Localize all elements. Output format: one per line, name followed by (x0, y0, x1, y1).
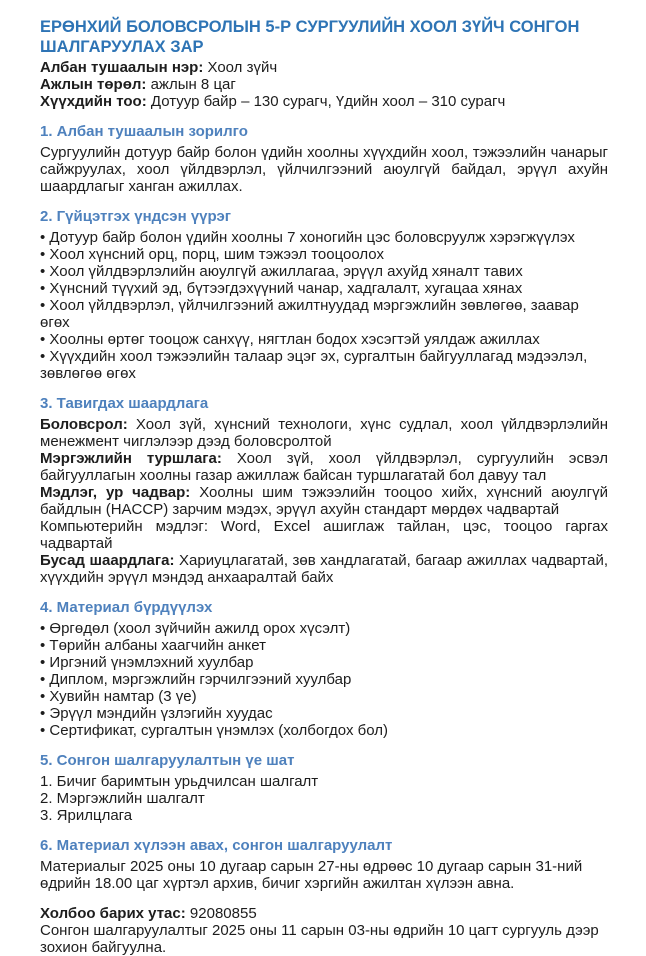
section-purpose-heading: 1. Албан тушаалын зорилго (40, 123, 248, 140)
field-label: Хүүхдийн тоо: (40, 93, 147, 110)
requirement-text: Компьютерийн мэдлэг: Word, Excel ашиглаж тайлан, цэс, тооцоо гаргах чадвартай (40, 518, 608, 552)
duty-item: • Хүнсний түүхий эд, бүтээгдэхүүний чанар, хадгалалт, хугацаа хянах (40, 280, 608, 297)
duty-item: • Хоол үйлдвэрлэлийн аюулгүй ажиллагаа, эрүүл ахуйд хяналт тавих (40, 263, 608, 280)
intro-field-work-type (40, 76, 608, 93)
requirement-label: Мэдлэг, ур чадвар: (40, 484, 191, 501)
document-item: • Диплом, мэргэжлийн гэрчилгээний хуулбар (40, 671, 608, 688)
duty-item: • Хоол хүнсний орц, порц, шим тэжээл тооцоолох (40, 246, 608, 263)
field-value: ажлын 8 цаг (146, 76, 236, 93)
section-requirements-heading: 3. Тавигдах шаардлага (40, 395, 209, 412)
requirement-text: Хариуцлагатай, зөв хандлагатай, багаар ажиллах чадвартай, хүүхдийн эрүүл мэндэд анхааралтай байх (40, 552, 609, 586)
field-label: Албан тушаалын нэр: (40, 59, 204, 76)
section-duties-heading: 2. Гүйцэтгэх үндсэн үүрэг (40, 208, 232, 225)
requirement-item-computer (40, 518, 608, 552)
page-title: ЕРӨНХИЙ БОЛОВСРОЛЫН 5-Р СУРГУУЛИЙН ХООЛ ЗҮЙЧ СОНГОН ШАЛГАРУУЛАХ ЗАР (40, 18, 580, 56)
duty-item: • Дотуур байр болон үдийн хоолны 7 хоногийн цэс боловсруулж хэрэгжүүлэх (40, 229, 608, 246)
requirement-text: Хоол зүй, хоол үйлдвэрлэл, сургуулийн эсвэл байгууллагын хоолны газар ажиллаж байсан туршлагатай бол давуу тал (40, 450, 609, 484)
duty-item: • Хоол үйлдвэрлэл, үйлчилгээний ажилтнуудад мэргэжлийн зөвлөгөө, заавар өгөх (40, 297, 608, 331)
document-item: • Хувийн намтар (3 үе) (40, 688, 608, 705)
document-item: • Төрийн албаны хаагчийн анкет (40, 637, 608, 654)
purpose-paragraph: Сургуулийн дотуур байр болон үдийн хоолны хүүхдийн хоол, тэжээлийн чанарыг сайжруулах, хоол үйлдвэрлэл, үйлчилгээний аюулгүй байдал, эрүүл ахуйн шаардлагыг ханган ажиллах. (40, 144, 608, 195)
document-item: • Өргөдөл (хоол зүйчийн ажилд орох хүсэлт) (40, 620, 608, 637)
requirement-item-knowledge (40, 484, 608, 518)
requirement-label: Мэргэжлийн туршлага: (40, 450, 222, 467)
stage-item: 2. Мэргэжлийн шалгалт (40, 790, 205, 807)
requirement-text: Хоол зүй, хүнсний технологи, хүнс судлал, хоол үйлдвэрлэлийн менежмент чиглэлээр дээд боловсролтой (40, 416, 608, 450)
document-item: • Иргэний үнэмлэхний хуулбар (40, 654, 608, 671)
requirement-label: Бусад шаардлага: (40, 552, 175, 569)
document-item: • Сертификат, сургалтын үнэмлэх (холбогдох бол) (40, 722, 608, 739)
intro-field-position (40, 59, 608, 76)
document-item: • Эрүүл мэндийн үзлэгийн хуудас (40, 705, 608, 722)
contact-phone (40, 905, 608, 922)
contact-phone-label: Холбоо барих утас: (40, 905, 186, 922)
requirement-label: Боловсрол: (40, 416, 128, 433)
section-stages-heading: 5. Сонгон шалгаруулалтын үе шат (40, 752, 295, 769)
intro-field-children-count (40, 93, 608, 110)
duty-item: • Хоолны өртөг тооцож санхүү, нягтлан бодох хэсэгтэй уялдаж ажиллах (40, 331, 608, 348)
field-value: Хоол зүйч (203, 59, 278, 76)
section-submission-heading: 6. Материал хүлээн авах, сонгон шалгаруулалт (40, 837, 393, 854)
requirement-item-experience (40, 450, 608, 484)
requirement-item-other (40, 552, 608, 586)
stage-item: 3. Ярилцлага (40, 807, 133, 824)
requirement-item-education (40, 416, 608, 450)
stage-item: 1. Бичиг баримтын урьдчилсан шалгалт (40, 773, 319, 790)
duty-item: • Хүүхдийн хоол тэжээлийн талаар эцэг эх, сургалтын байгууллагад мэдээлэл, зөвлөгөө өгөх (40, 348, 608, 382)
field-value: Дотуур байр – 130 сурагч, Үдийн хоол – 310 сурагч (146, 93, 506, 110)
submission-paragraph: Материалыг 2025 оны 10 дугаар сарын 27-ны өдрөөс 10 дугаар сарын 31-ний өдрийн 18.00 цаг хүртэл архив, бичиг хэргийн ажилтан хүлээн авна. (40, 858, 583, 892)
contact-phone-value: 92080855 (185, 905, 257, 922)
field-label: Ажлын төрөл: (40, 76, 147, 93)
contact-note: Сонгон шалгаруулалтыг 2025 оны 11 сарын 03-ны өдрийн 10 цагт сургууль дээр зохион байгуулна. (40, 922, 599, 956)
section-documents-heading: 4. Материал бүрдүүлэх (40, 599, 213, 616)
requirement-text: Хоолны шим тэжээлийн тооцоо хийх, хүнсний аюулгүй байдлын (HACCP) зарчим мэдэх, эрүүл ахуйн стандарт мөрдөх чадвартай (40, 484, 608, 518)
